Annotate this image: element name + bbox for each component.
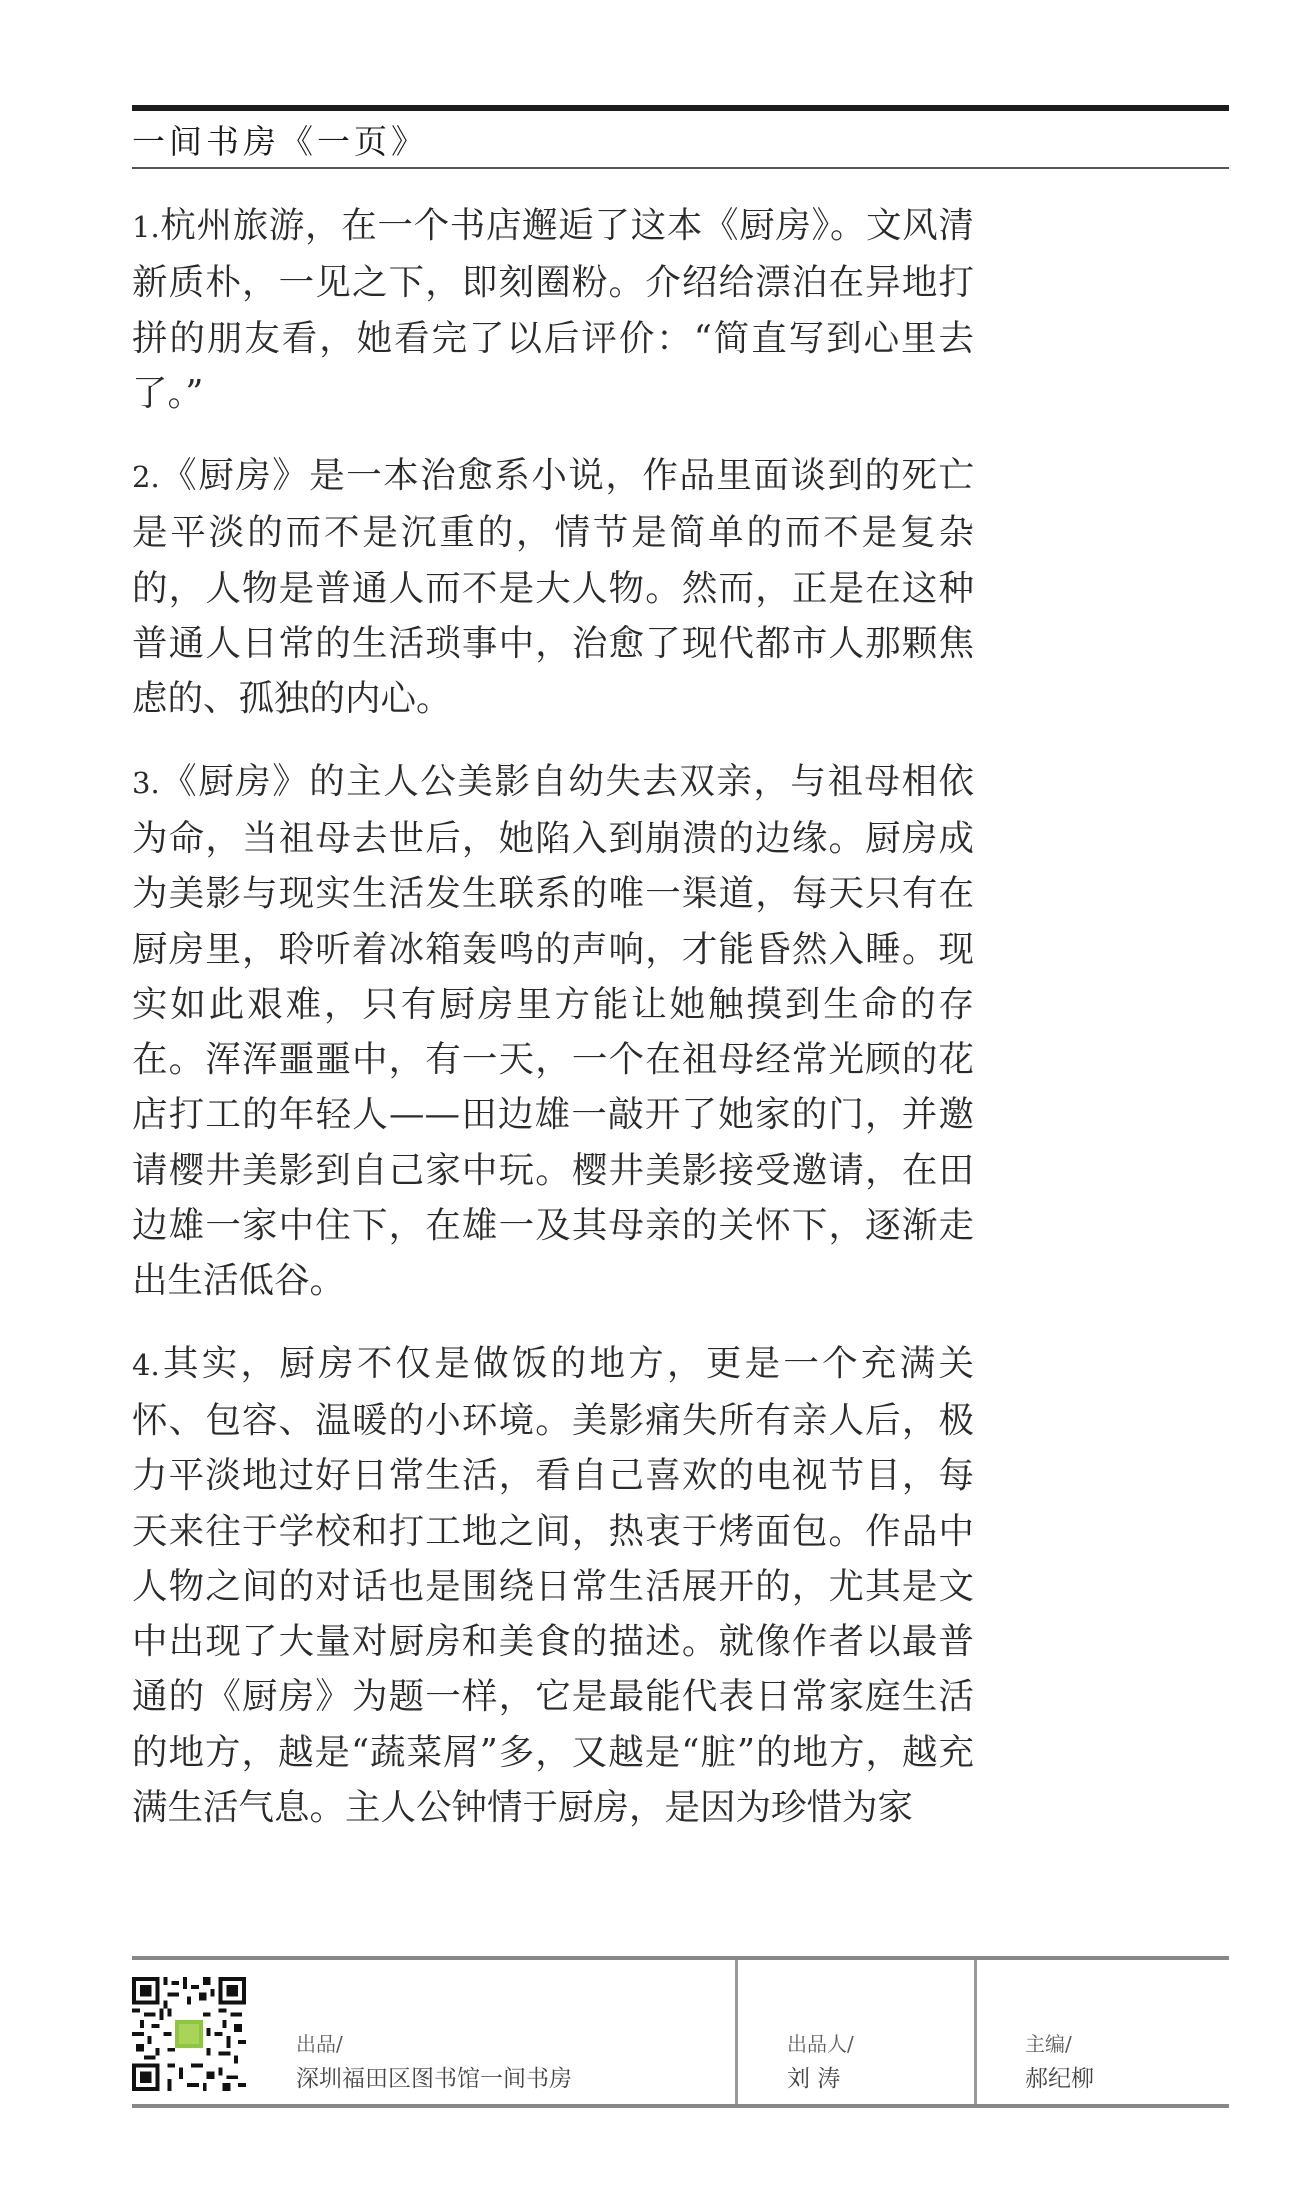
footer-bottom-rule: [132, 2104, 1229, 2108]
paragraph-number: 2.: [132, 460, 160, 495]
producer-label: 出品/: [296, 2032, 343, 2056]
header-bottom-rule: [132, 167, 1229, 169]
footer: [132, 1956, 1229, 2108]
producer-value: 深圳福田区图书馆一间书房: [296, 2066, 572, 2092]
publisher-label: 出品人/: [787, 2032, 854, 2056]
publisher-value: 刘 涛: [787, 2066, 841, 2092]
producer-block: [296, 2030, 572, 2096]
paragraph-3: [132, 754, 974, 1309]
paragraph-number: 4.: [132, 1347, 160, 1382]
footer-divider: [974, 1960, 977, 2104]
header-top-rule: [132, 105, 1229, 111]
paragraph-text: 其实，厨房不仅是做饭的地方，更是一个充满关怀、包容、温暖的小环境。美影痛失所有亲人后，极力平淡地过好日常生活，看自己喜欢的电视节目，每天来往于学校和打工地之间，热衷于烤面包。作品中人物之间的对话也是围绕日常生活展开的，尤其是文中出现了大量对厨房和美食的描述。就像作者以最普通的《厨房》为题一样，它是最能代表日常家庭生活的地方，越是“蔬菜屑”多，又越是“脏”的地方，越充满生活气息。主人公钟情于厨房，是因为珍惜为家: [132, 1342, 974, 1829]
page-title: 一间书房《一页》: [132, 122, 428, 161]
paragraph-number: 3.: [132, 765, 160, 800]
editor-value: 郝纪柳: [1025, 2066, 1094, 2092]
qr-code-icon[interactable]: [132, 1977, 246, 2091]
article-body: [132, 198, 974, 1862]
editor-block: [1025, 2030, 1094, 2096]
paragraph-text: 《厨房》是一本治愈系小说，作品里面谈到的死亡是平淡的而不是沉重的，情节是简单的而不是复杂的，人物是普通人而不是大人物。然而，正是在这种普通人日常的生活琐事中，治愈了现代都市人那颗焦虑的、孤独的内心。: [132, 455, 974, 720]
publisher-block: [787, 2030, 854, 2096]
editor-label: 主编/: [1025, 2032, 1072, 2056]
paragraph-4: [132, 1336, 974, 1836]
paragraph-text: 《厨房》的主人公美影自幼失去双亲，与祖母相依为命，当祖母去世后，她陷入到崩溃的边缘。厨房成为美影与现实生活发生联系的唯一渠道，每天只有在厨房里，聆听着冰箱轰鸣的声响，才能昏然入睡。现实如此艰难，只有厨房里方能让她触摸到生命的存在。浑浑噩噩中，有一天，一个在祖母经常光顾的花店打工的年轻人——田边雄一敲开了她家的门，并邀请樱井美影到自己家中玩。樱井美影接受邀请，在田边雄一家中住下，在雄一及其母亲的关怀下，逐渐走出生活低谷。: [132, 760, 974, 1302]
paragraph-text: 杭州旅游，在一个书店邂逅了这本《厨房》。文风清新质朴，一见之下，即刻圈粉。介绍给漂泊在异地打拼的朋友看，她看完了以后评价：“简直写到心里去了。”: [132, 205, 974, 414]
paragraph-1: [132, 198, 974, 421]
footer-divider: [735, 1960, 738, 2104]
paragraph-number: 1.: [132, 210, 160, 244]
paragraph-2: [132, 448, 974, 726]
footer-top-rule: [132, 1956, 1229, 1960]
